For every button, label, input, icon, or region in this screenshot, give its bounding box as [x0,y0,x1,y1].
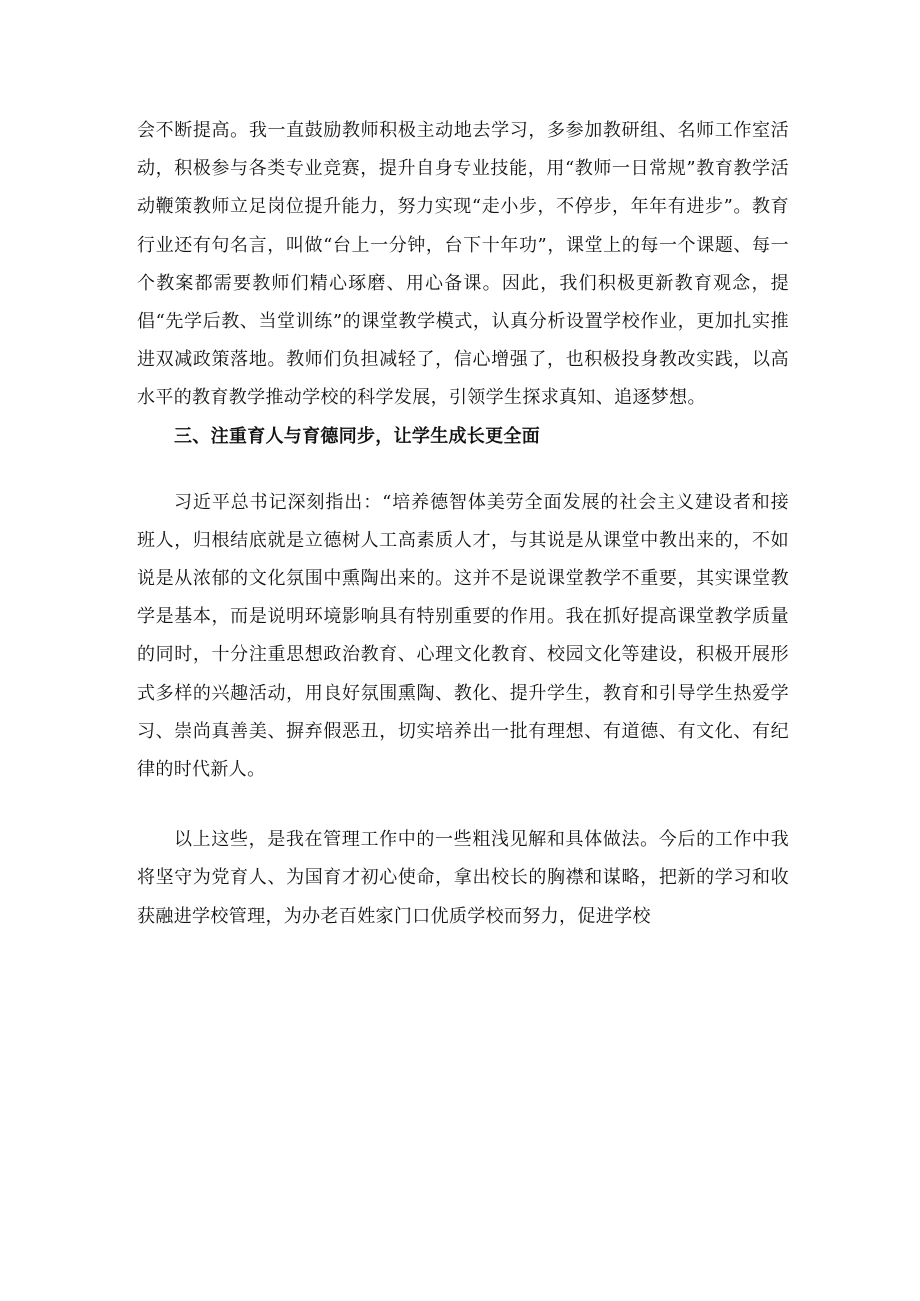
paragraph-conclusion: 以上这些，是我在管理工作中的一些粗浅见解和具体做法。今后的工作中我将坚守为党育人、为国育才初心使命，拿出校长的胸襟和谋略，把新的学习和收获融进学校管理，为办老百姓家门口优质学校而努力，促进学校 [137,829,789,927]
paragraph-continued: 会不断提高。我一直鼓励教师积极主动地去学习，多参加教研组、名师工作室活动，积极参与各类专业竞赛，提升自身专业技能，用“教师一日常规”教育教学活动鞭策教师立足岗位提升能力，努力实现“走小步，不停步，年年有进步”。教育行业还有句名言，叫做“台上一分钟，台下十年功”，课堂上的每一个课题、每一个教案都需要教师们精心琢磨、用心备课。因此，我们积极更新教育观念，提倡“先学后教、当堂训练”的课堂教学模式，认真分析设置学校作业，更加扎实推进双减政策落地。教师们负担减轻了，信心增强了，也积极投身教改实践，以高水平的教育教学推动学校的科学发展，引领学生探求真知、追逐梦想。 [137,120,789,409]
paragraph-section-3: 习近平总书记深刻指出：“培养德智体美劳全面发展的社会主义建设者和接班人，归根结底就是立德树人工高素质人才，与其说是从课堂中教出来的，不如说是从浓郁的文化氛围中熏陶出来的。这并不是说课堂教学不重要，其实课堂教学是基本，而是说明环境影响具有特别重要的作用。我在抓好提高课堂教学质量的同时，十分注重思想政治教育、心理文化教育、校园文化等建设，积极开展形式多样的兴趣活动，用良好氛围熏陶、教化、提升学生，教育和引导学生热爱学习、崇尚真善美、摒弃假恶丑，切实培养出一批有理想、有道德、有文化、有纪律的时代新人。 [137,491,789,781]
document-body [137,112,789,936]
section-heading-3: 三、注重育人与育德同步，让学生成长更全面 [174,425,540,447]
